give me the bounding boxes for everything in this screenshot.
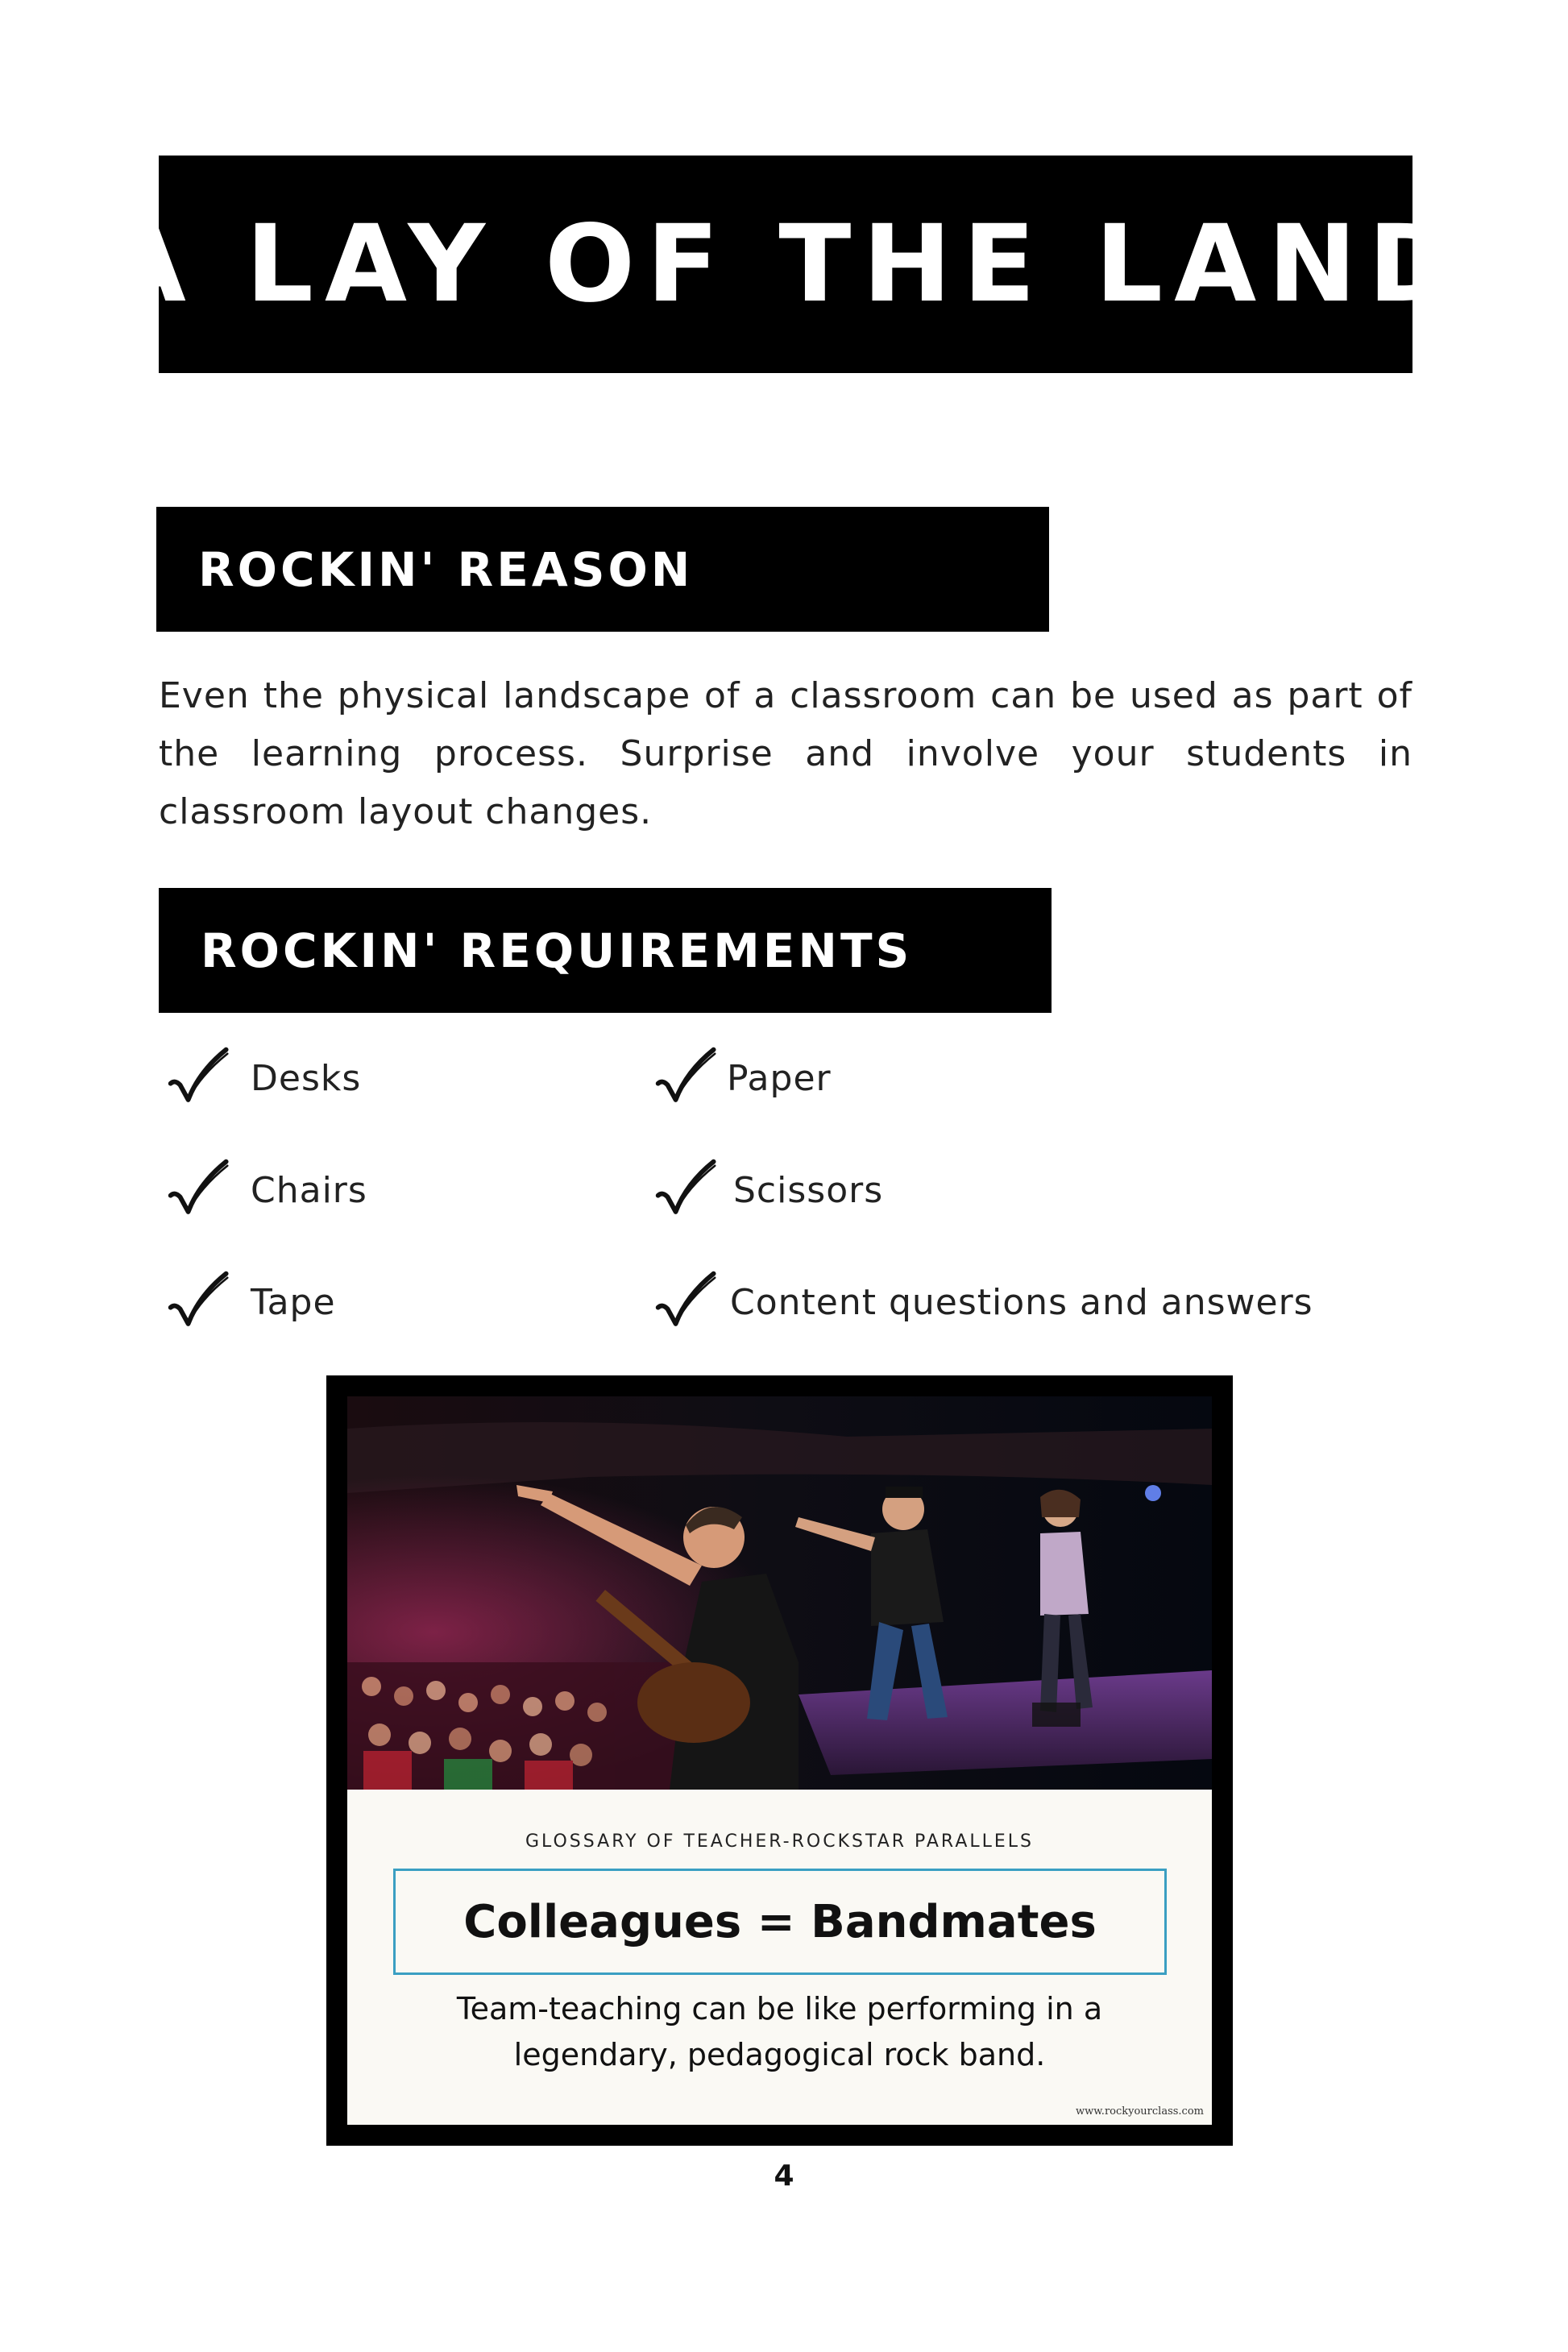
requirement-label: Chairs [251,1169,367,1211]
requirement-label: Content questions and answers [730,1281,1313,1323]
glossary-photo-card [326,1375,1233,2146]
reason-heading-banner [156,507,1049,632]
checkmark-icon [653,1044,720,1112]
glossary-headline: Colleagues = Bandmates [463,1895,1097,1948]
caption-line-1: Team-teaching can be like performing in a [456,1991,1103,2026]
requirement-label: Desks [251,1057,362,1099]
glossary-headline-box [393,1869,1167,1975]
requirement-item-tape [165,1266,336,1338]
requirement-label: Scissors [733,1169,884,1211]
requirement-label: Paper [727,1057,832,1099]
requirement-item-scissors [653,1154,883,1226]
requirement-item-content-questions [653,1266,1313,1338]
checkmark-icon [165,1268,233,1336]
concert-photo [347,1396,1212,1790]
photo-card-inner [347,1396,1212,2125]
page-number: 4 [774,2159,794,2192]
glossary-caption [347,1986,1212,2078]
website-url: www.rockyourclass.com [1075,2105,1204,2118]
checkmark-icon [165,1156,233,1224]
checkmark-icon [653,1156,720,1224]
reason-heading: ROCKIN' REASON [198,541,694,597]
page-title: A LAY OF THE LAND [103,202,1468,326]
glossary-label: GLOSSARY OF TEACHER-ROCKSTAR PARALLELS [525,1831,1035,1852]
requirements-heading: ROCKIN' REQUIREMENTS [201,923,913,978]
requirement-item-desks [165,1042,361,1114]
caption-line-2: legendary, pedagogical rock band. [513,2037,1046,2072]
requirements-heading-banner [159,888,1052,1013]
checkmark-icon [653,1268,720,1336]
requirement-label: Tape [251,1281,336,1323]
checkmark-icon [165,1044,233,1112]
title-banner [103,156,1468,373]
reason-paragraph: Even the physical landscape of a classroom can be used as part of the learning process. Surprise and involve your students in classroom layout changes. [159,675,1412,832]
requirement-item-paper [653,1042,832,1114]
requirement-item-chairs [165,1154,367,1226]
